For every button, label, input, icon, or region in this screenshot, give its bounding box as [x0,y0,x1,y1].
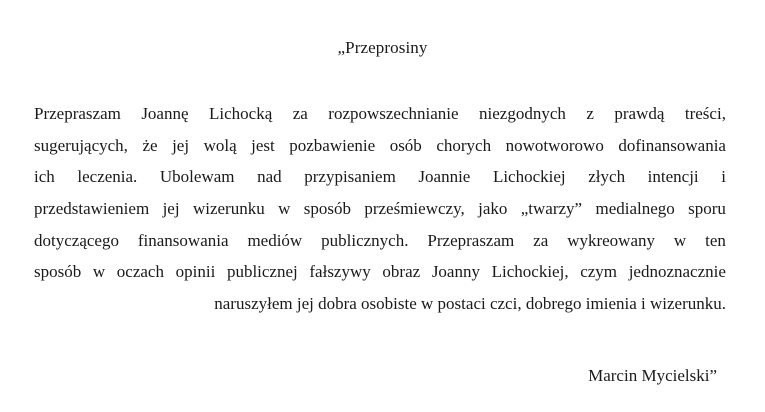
paragraph-line-4: przedstawieniem jej wizerunku w sposób prześmiewczy, jako „twarzy” medialnego sporu [34,199,726,219]
apology-paragraph [34,98,726,320]
paragraph-line-5: dotyczącego finansowania mediów publicznych. Przepraszam za wykreowany w ten [34,230,726,250]
paragraph-line-2: sugerujących, że jej wolą jest pozbawienie osób chorych nowotworowo dofinansowania [34,135,726,155]
document-title: „Przeprosiny [337,38,428,57]
paragraph-line-6: sposób w oczach opinii publicznej fałszywy obraz Joanny Lichockiej, czym jednoznacznie [34,262,726,282]
paragraph-line-7: naruszyłem jej dobra osobiste w postaci czci, dobrego imienia i wizerunku. [214,294,726,314]
paragraph-line-1: Przepraszam Joannę Lichocką za rozpowszechnianie niezgodnych z prawdą treści, [34,104,726,123]
paragraph-line-3: ich leczenia. Ubolewam nad przypisaniem Joannie Lichockiej złych intencji i [34,167,726,187]
signature: Marcin Mycielski” [588,366,717,385]
